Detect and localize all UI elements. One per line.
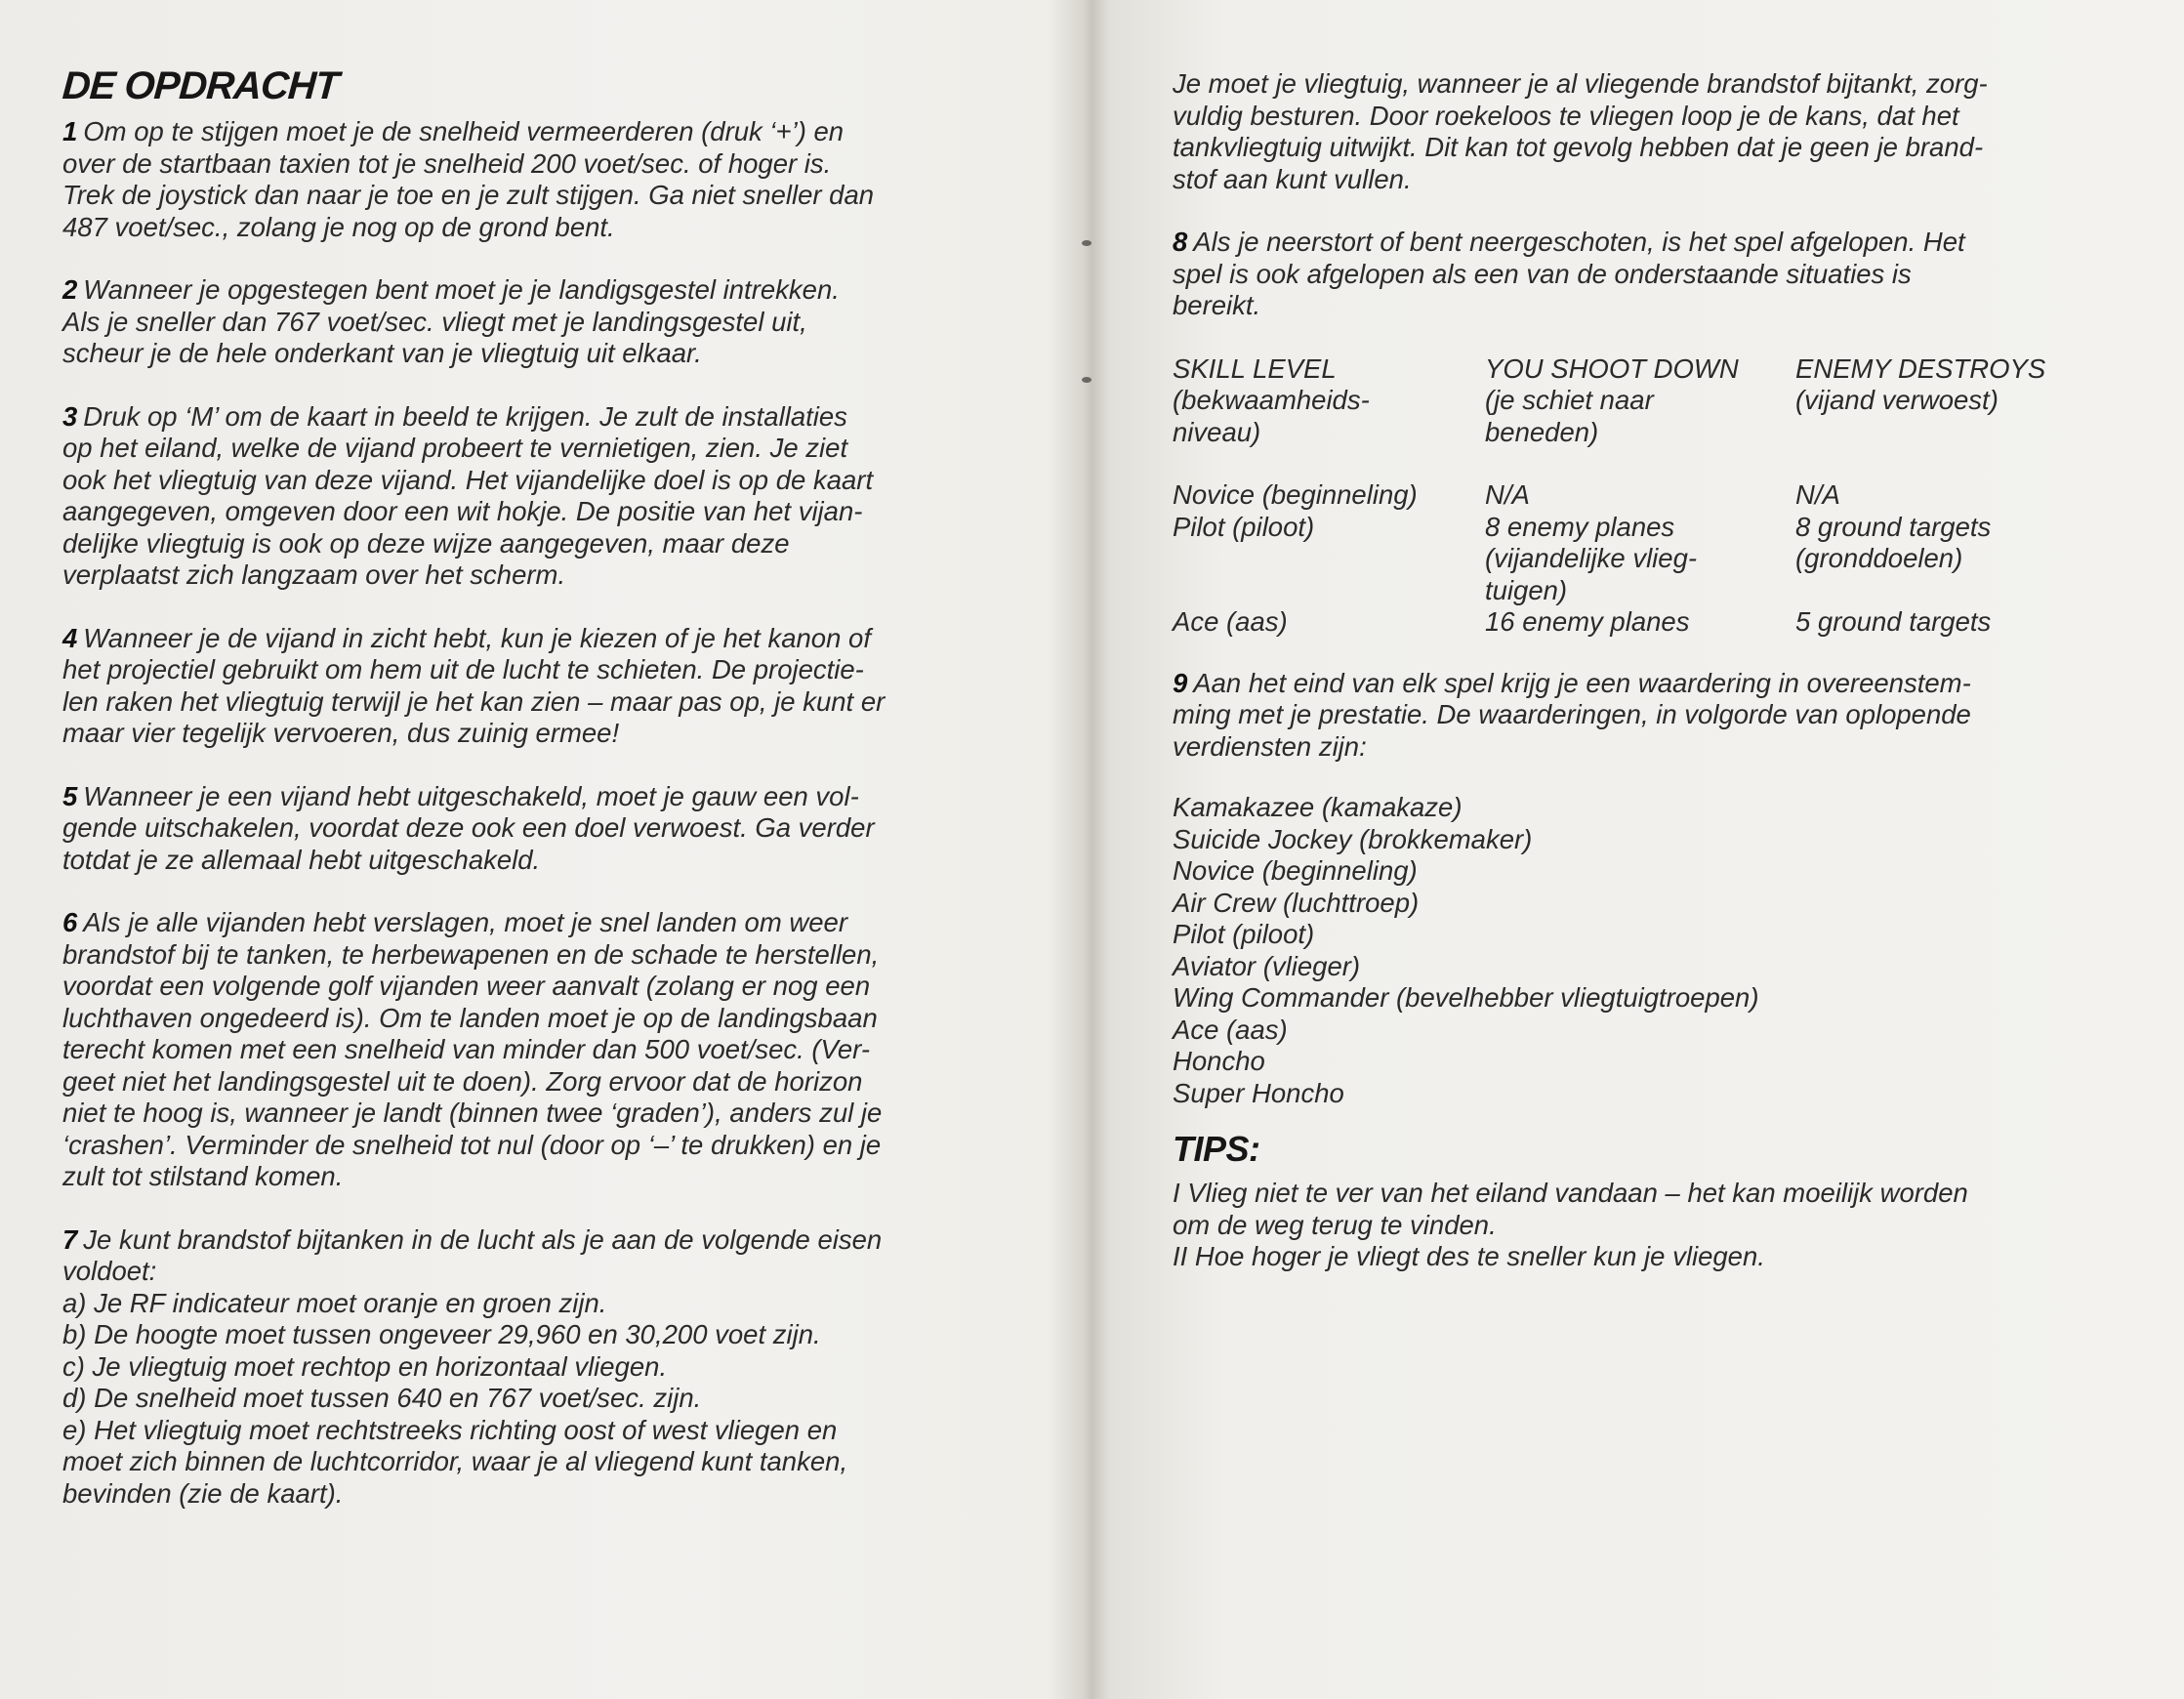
item-line: 6 Als je alle vijanden hebt verslagen, moet je snel landen om weer (62, 907, 847, 937)
item-line: stof aan kunt vullen. (1173, 163, 1412, 194)
item-line: maar vier tegelijk vervoeren, dus zuinig ermee! (62, 718, 620, 748)
tip-line: I Vlieg niet te ver van het eiland vandaan – het kan moeilijk worden (1173, 1178, 1968, 1208)
rank-item: Pilot (piloot) (1173, 919, 1315, 949)
item-line: Trek de joystick dan naar je toe en je zult stijgen. Ga niet sneller dan (62, 180, 875, 210)
item-line: over de startbaan taxien tot je snelheid 200 voet/sec. of hoger is. (62, 147, 832, 179)
rank-item: Suicide Jockey (brokkemaker) (1173, 823, 1533, 854)
tip-line: om de weg terug te vinden. (1173, 1209, 1497, 1240)
table-cell: N/A (1795, 479, 1840, 510)
item-line: 4 Wanneer je de vijand in zicht hebt, kun je kiezen of je het kanon of (62, 622, 871, 653)
instruction-item-1 (62, 116, 1018, 243)
item-line: 1 Om op te stijgen moet je de snelheid vermeerderen (druk ‘+’) en (62, 116, 845, 146)
instruction-item-5 (62, 781, 1018, 877)
rank-item: Novice (beginneling) (1173, 855, 1418, 886)
table-row (1173, 512, 2045, 607)
item-line: 487 voet/sec., zolang je nog op de grond bent. (62, 211, 615, 242)
item-number: 6 (62, 907, 78, 937)
instruction-item-4 (62, 623, 1018, 750)
rank-item: Kamakazee (kamakaze) (1173, 792, 1463, 822)
table-cell: 16 enemy planes (1485, 606, 1690, 637)
requirement-line: a) Je RF indicateur moet oranje en groen zijn. (62, 1287, 607, 1318)
item-line: voordat een volgende golf vijanden weer aanvalt (zolang er nog een (62, 971, 871, 1001)
rank-item: Wing Commander (bevelhebber vliegtuigtroepen) (1173, 982, 1759, 1013)
item-line: 3 Druk op ‘M’ om de kaart in beeld te krijgen. Je zult de installaties (62, 400, 847, 432)
table-header-row (1173, 353, 2045, 449)
item-number: 4 (62, 622, 78, 653)
item-line: niet te hoog is, wanneer je landt (binnen twee ‘graden’), anders zul je (62, 1098, 883, 1128)
left-page (0, 0, 1087, 1699)
item-line: terecht komen met een snelheid van minder dan 500 voet/sec. (Ver- (62, 1034, 870, 1064)
item-number: 7 (62, 1223, 78, 1255)
refuel-intro (1173, 68, 2125, 195)
item-line: ming met je prestatie. De waarderingen, in volgorde van oplopende (1173, 699, 1971, 729)
tip-line: II Hoe hoger je vliegt des te sneller kun je vliegen. (1173, 1241, 1765, 1271)
table-cell: 8 enemy planes (vijandelijke vlieg- tuigen) (1485, 511, 1698, 605)
item-line: scheur je de hele onderkant van je vliegtuig uit elkaar. (62, 338, 702, 368)
tips-heading: TIPS: (1173, 1129, 1260, 1169)
item-line: delijke vliegtuig is ook op deze wijze aangegeven, maar deze (62, 527, 790, 559)
requirement-line: moet zich binnen de luchtcorridor, waar je al vliegend kunt tanken, (62, 1446, 848, 1476)
table-row (1173, 479, 2045, 512)
item-line: het projectiel gebruikt om hem uit de lucht te schieten. De projectie- (62, 654, 864, 684)
tips-list (1173, 1178, 2125, 1273)
item-line: tankvliegtuig uitwijkt. Dit kan tot gevolg hebben dat je geen je brand- (1173, 132, 1984, 162)
item-number: 9 (1173, 667, 1188, 698)
item-line: vuldig besturen. Door roekeloos te vliegen loop je de kans, dat het (1173, 100, 1959, 131)
rank-item: Super Honcho (1173, 1077, 1344, 1108)
item-line: 2 Wanneer je opgestegen bent moet je je landigsgestel intrekken. (62, 274, 840, 305)
item-line: Als je sneller dan 767 voet/sec. vliegt met je landingsgestel uit, (62, 306, 807, 337)
table-cell: 8 ground targets (gronddoelen) (1795, 511, 1992, 573)
requirement-line: b) De hoogte moet tussen ongeveer 29,960 en 30,200 voet zijn. (62, 1319, 821, 1349)
item-number: 5 (62, 780, 78, 811)
header-you-shoot-down: YOU SHOOT DOWN (je schiet naar beneden) (1485, 352, 1739, 447)
item-line: gende uitschakelen, voordat deze ook een doel verwoest. Ga verder (62, 812, 875, 843)
item-line: aangegeven, omgeven door een wit hokje. De positie van het vijan- (62, 496, 863, 526)
item-line: len raken het vliegtuig terwijl je het kan zien – maar pas op, je kunt er (62, 685, 886, 717)
item-line: op het eiland, welke de vijand probeert te vernietigen, zien. Je ziet (62, 433, 848, 463)
item-line: 7 Je kunt brandstof bijtanken in de lucht als je aan de volgende eisen (62, 1223, 883, 1255)
instruction-item-3 (62, 401, 1018, 592)
requirement-line: bevinden (zie de kaart). (62, 1477, 344, 1509)
instruction-item-6 (62, 907, 1018, 1193)
item-number: 1 (62, 116, 78, 146)
instruction-item-9 (1173, 668, 2125, 764)
rank-item: Aviator (vlieger) (1173, 950, 1361, 981)
item-line: Je moet je vliegtuig, wanneer je al vliegende brandstof bijtankt, zorg- (1173, 68, 1988, 99)
item-line: luchthaven ongedeerd is). Om te landen moet je op de landingsbaan (62, 1002, 878, 1033)
instruction-item-7 (62, 1224, 1018, 1511)
item-line: ook het vliegtuig van deze vijand. Het vijandelijke doel is op de kaart (62, 464, 874, 495)
header-enemy-destroys: ENEMY DESTROYS (vijand verwoest) (1795, 352, 2046, 415)
item-number: 2 (62, 274, 78, 305)
rank-list (1173, 792, 2125, 1109)
table-cell: Novice (beginneling) (1173, 479, 1418, 510)
instruction-item-8 (1173, 227, 2125, 322)
page-heading: DE OPDRACHT (61, 64, 340, 107)
table-cell: N/A (1485, 479, 1530, 510)
item-line: verdiensten zijn: (1173, 730, 1367, 762)
item-line: voldoet: (62, 1256, 157, 1286)
item-line: 9 Aan het eind van elk spel krijg je een waardering in overeenstem- (1173, 667, 1971, 698)
requirement-line: d) De snelheid moet tussen 640 en 767 voet/sec. zijn. (62, 1383, 702, 1413)
requirement-line: c) Je vliegtuig moet rechtop en horizontaal vliegen. (62, 1350, 668, 1382)
item-number: 3 (62, 400, 78, 432)
item-line: totdat je ze allemaal hebt uitgeschakeld. (62, 844, 541, 875)
item-line: 5 Wanneer je een vijand hebt uitgeschakeld, moet je gauw een vol- (62, 780, 859, 811)
item-line: verplaatst zich langzaam over het scherm. (62, 559, 566, 590)
header-skill-level: SKILL LEVEL (bekwaamheids- niveau) (1173, 352, 1370, 447)
requirement-line: e) Het vliegtuig moet rechtstreeks richting oost of west vliegen en (62, 1414, 838, 1445)
right-page (1097, 0, 2184, 1699)
item-line: ‘crashen’. Verminder de snelheid tot nul (door op ‘–’ te drukken) en je (62, 1129, 882, 1160)
rank-item: Honcho (1173, 1046, 1265, 1076)
skill-level-table (1173, 353, 2045, 639)
item-line: geet niet het landingsgestel uit te doen). Zorg ervoor dat de horizon (62, 1065, 863, 1097)
item-line: 8 Als je neerstort of bent neergeschoten, is het spel afgelopen. Het (1173, 227, 1965, 257)
rank-item: Air Crew (luchttroep) (1173, 887, 1420, 918)
instruction-item-2 (62, 274, 1018, 370)
table-row (1173, 606, 2045, 639)
item-line: bereikt. (1173, 290, 1261, 320)
rank-item: Ace (aas) (1173, 1014, 1288, 1045)
item-line: zult tot stilstand komen. (62, 1161, 344, 1191)
table-cell: Pilot (piloot) (1173, 511, 1315, 542)
table-cell: 5 ground targets (1795, 606, 1992, 637)
item-line: spel is ook afgelopen als een van de onderstaande situaties is (1173, 258, 1912, 289)
item-line: brandstof bij te tanken, te herbewapenen en de schade te herstellen, (62, 938, 880, 970)
table-cell: Ace (aas) (1173, 606, 1288, 637)
item-number: 8 (1173, 227, 1188, 257)
